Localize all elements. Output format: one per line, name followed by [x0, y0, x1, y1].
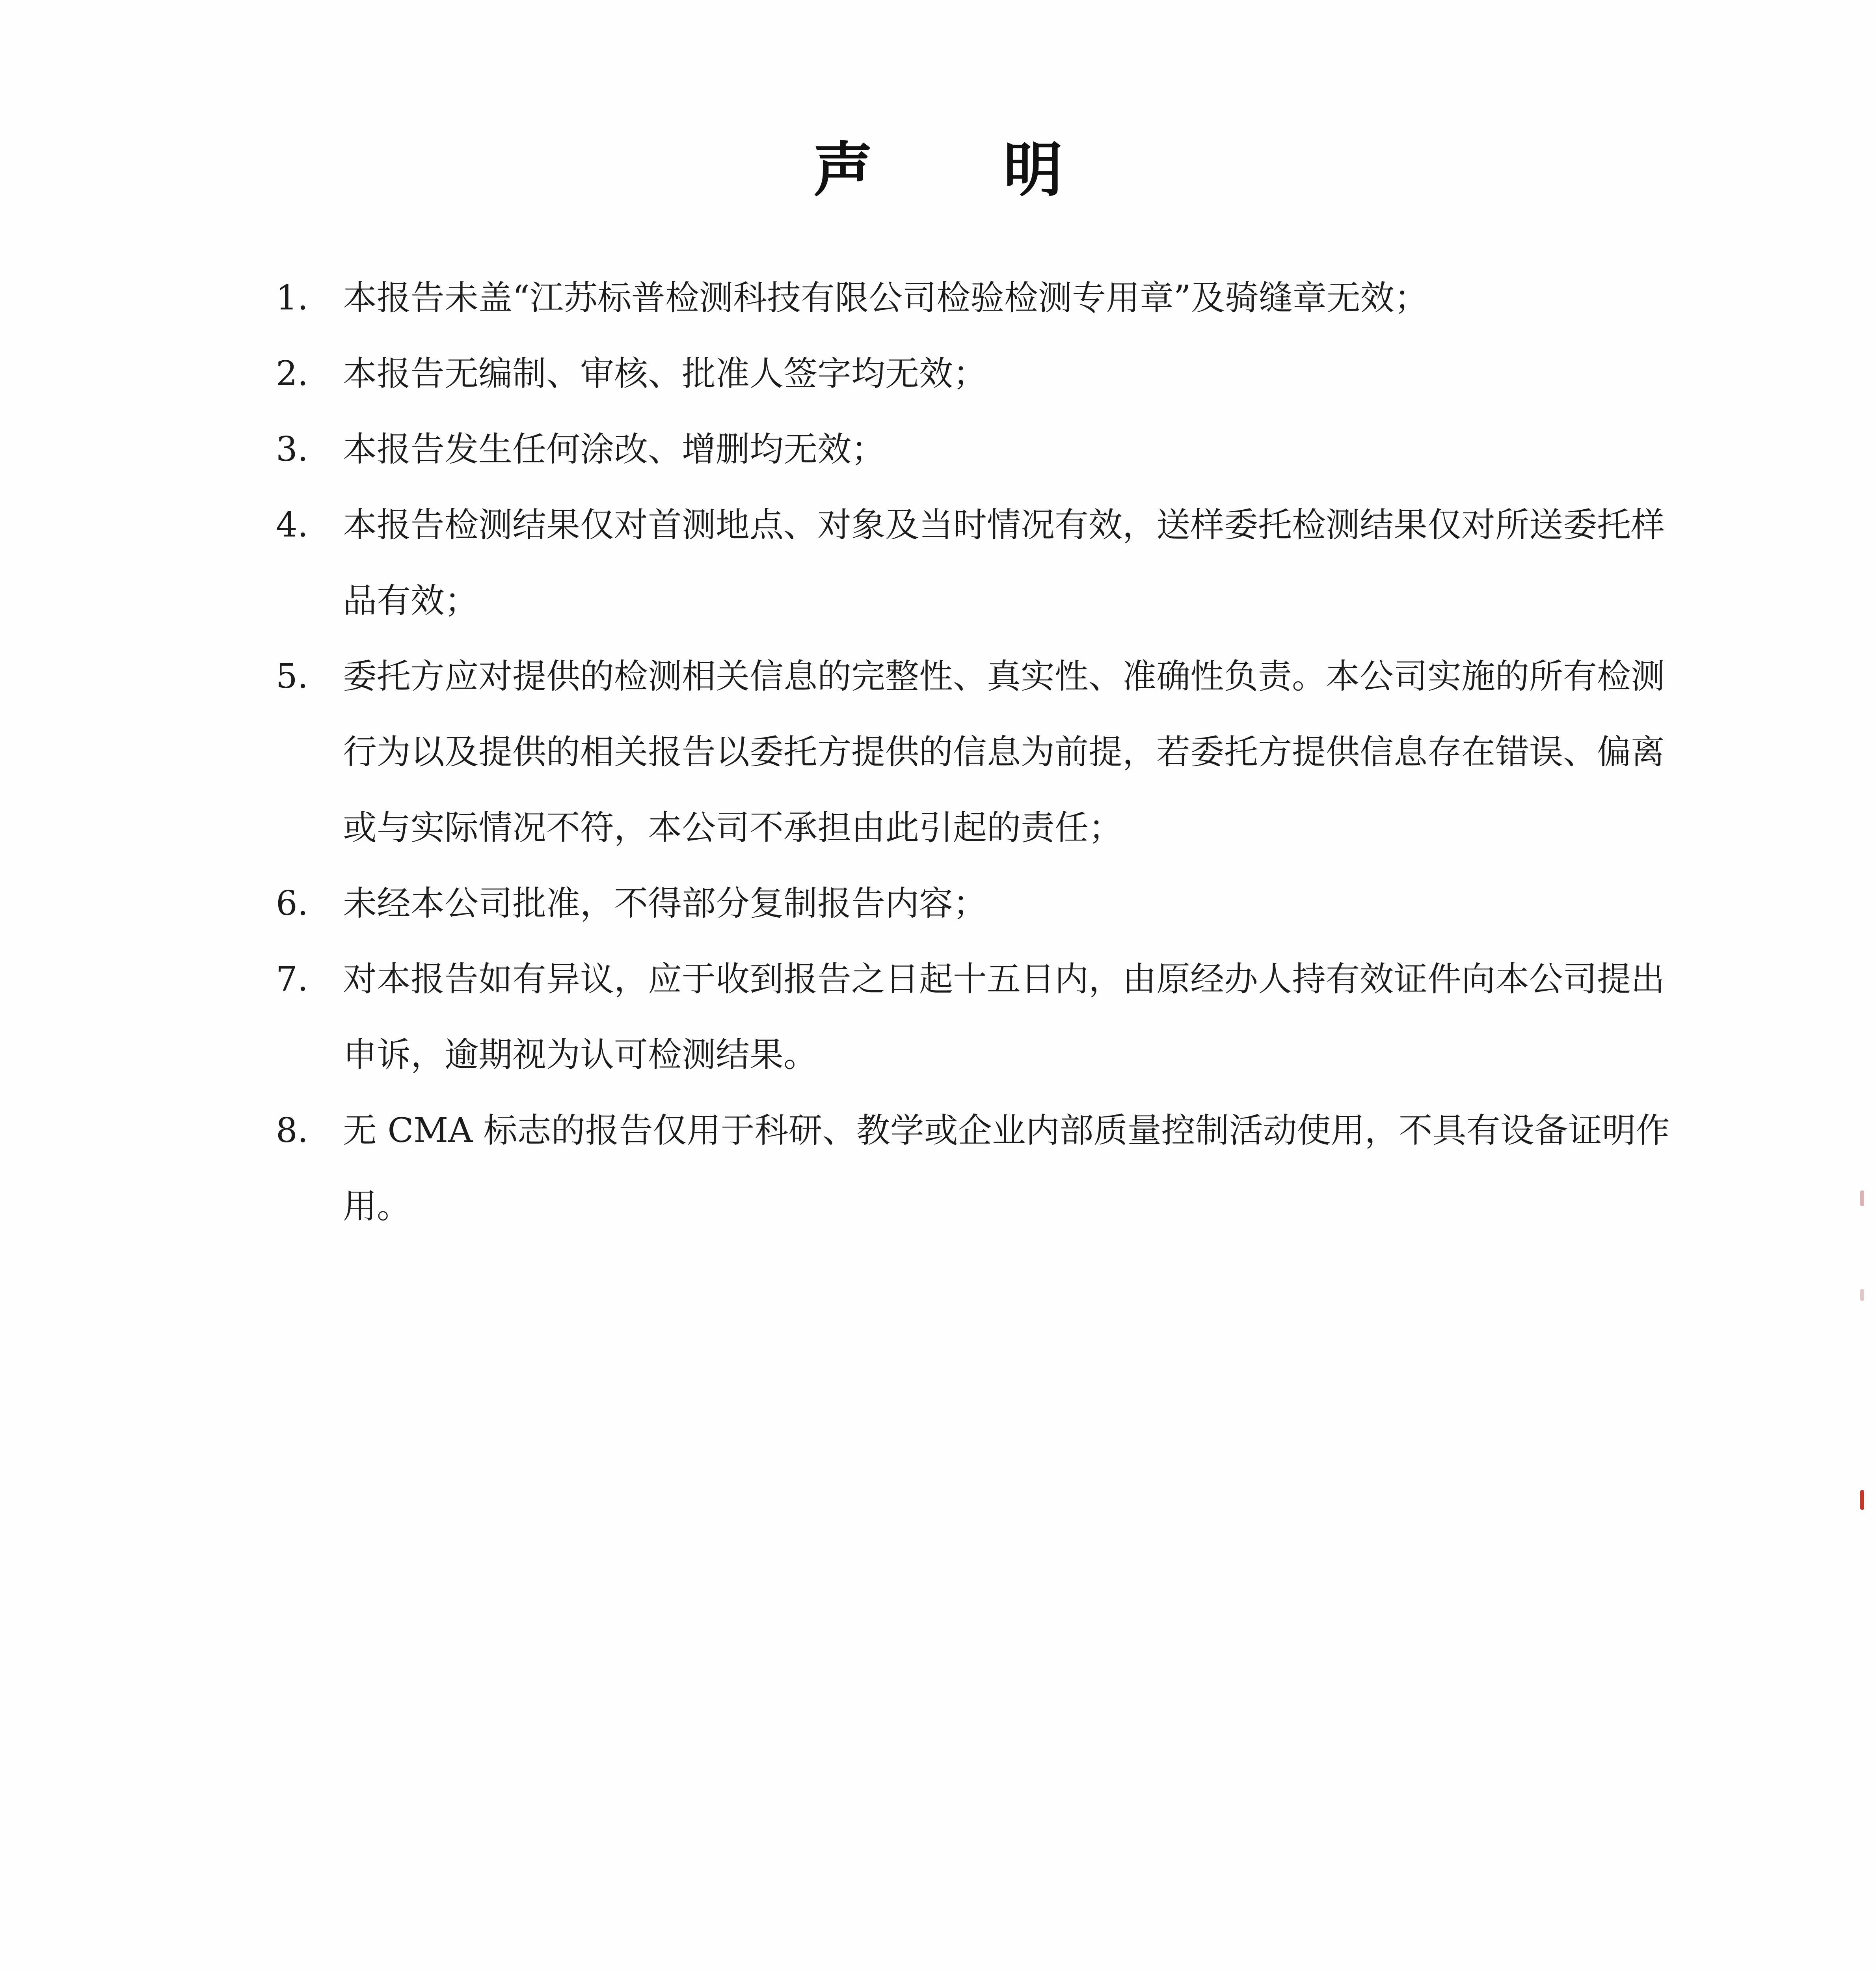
clause-number: 8.: [276, 1111, 309, 1150]
list-item: [276, 941, 1695, 1093]
clause-number: 5.: [276, 657, 309, 696]
list-item: [276, 336, 1695, 412]
clause-text: 未经本公司批准，不得部分复制报告内容；: [343, 884, 987, 923]
clause-text: 委托方应对提供的检测相关信息的完整性、真实性、准确性负责。本公司实施的所有检测行为以及提供的相关报告以委托方提供的信息为前提，若委托方提供信息存在错误、偏离或与实际情况不符，本公司不承担由此引起的责任；: [343, 657, 1665, 848]
clause-number: 7.: [276, 959, 309, 999]
list-item: [276, 260, 1695, 336]
clause-text: 本报告检测结果仅对首测地点、对象及当时情况有效，送样委托检测结果仅对所送委托样品有效；: [343, 505, 1665, 620]
list-item: [276, 639, 1695, 866]
list-item: [276, 1093, 1695, 1244]
list-item: [276, 487, 1695, 639]
clause-number: 4.: [276, 505, 309, 545]
clause-text: 本报告无编制、审核、批准人签字均无效；: [343, 354, 987, 393]
list-item: [276, 412, 1695, 487]
clause-text: 无 CMA 标志的报告仅用于科研、教学或企业内部质量控制活动使用，不具有设备证明作用。: [343, 1111, 1670, 1226]
clause-text: 本报告发生任何涂改、增删均无效；: [343, 430, 885, 469]
clause-text: 对本报告如有异议，应于收到报告之日起十五日内，由原经办人持有效证件向本公司提出申诉，逾期视为认可检测结果。: [343, 959, 1665, 1075]
declaration-list: [276, 260, 1695, 1244]
seal-edge-mark: [1860, 1190, 1864, 1206]
clause-number: 3.: [276, 430, 309, 469]
clause-number: 2.: [276, 354, 309, 393]
seal-edge-mark: [1860, 1490, 1864, 1510]
page-title: 声 明: [813, 135, 1118, 205]
list-item: [276, 866, 1695, 941]
clause-number: 1.: [276, 278, 309, 318]
clause-text: 本报告未盖“江苏标普检测科技有限公司检验检测专用章”及骑缝章无效；: [343, 278, 1428, 318]
clause-number: 6.: [276, 884, 309, 923]
seal-edge-mark: [1860, 1289, 1864, 1301]
